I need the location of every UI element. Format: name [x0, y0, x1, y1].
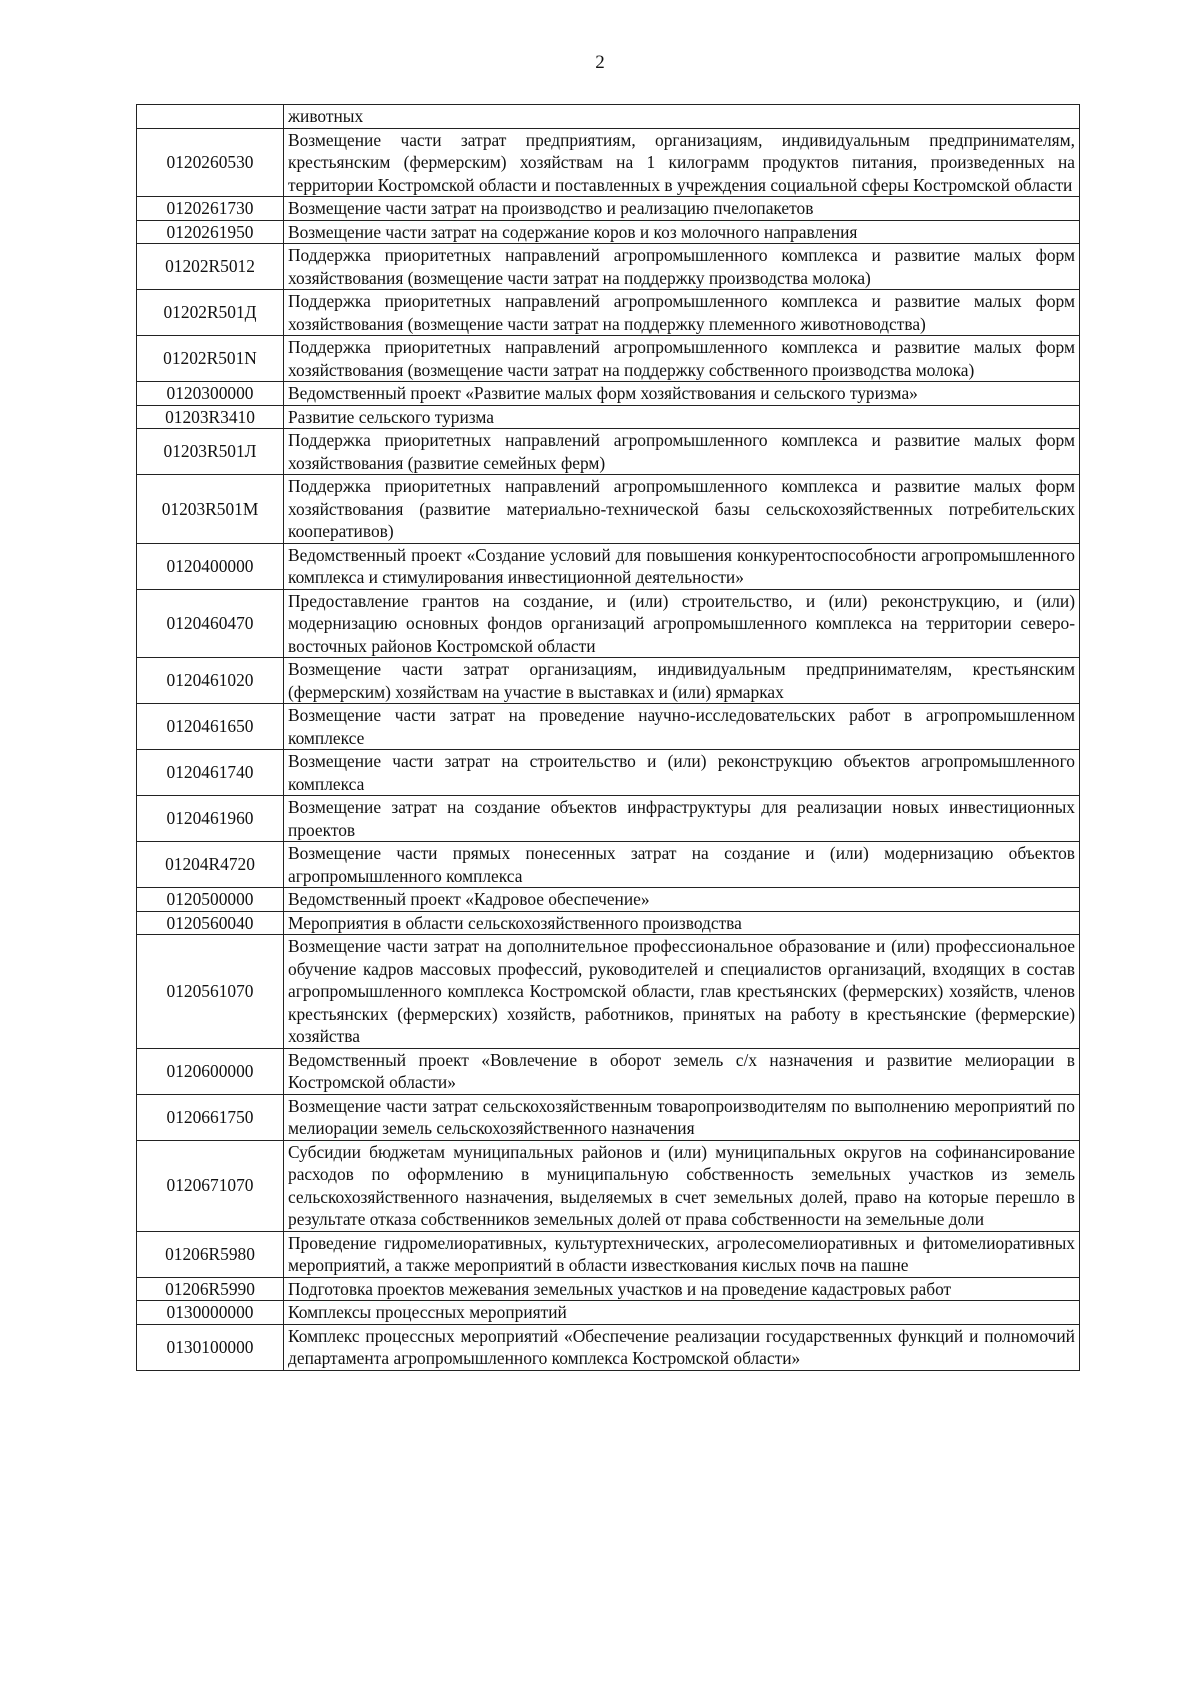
- table-row: [137, 1301, 1080, 1325]
- row-description: Возмещение части затрат на строительство и (или) реконструкцию объектов агропромышленного комплекса: [284, 750, 1080, 796]
- row-description: животных: [284, 105, 1080, 129]
- budget-classification-table: [136, 104, 1080, 1371]
- row-description: Ведомственный проект «Развитие малых форм хозяйствования и сельского туризма»: [284, 382, 1080, 406]
- row-code: 0120461960: [137, 796, 284, 842]
- row-description: Поддержка приоритетных направлений агропромышленного комплекса и развитие малых форм хозяйствования (возмещение части затрат на поддержку собственного производства молока): [284, 336, 1080, 382]
- table-row: [137, 935, 1080, 1049]
- table-row: [137, 842, 1080, 888]
- table-row: [137, 1048, 1080, 1094]
- row-code: 01206R5990: [137, 1277, 284, 1301]
- row-description: Возмещение части затрат на содержание коров и коз молочного направления: [284, 220, 1080, 244]
- row-description: Предоставление грантов на создание, и (или) строительство, и (или) реконструкцию, и (или) модернизацию основных фондов организаций агропромышленного комплекса на территории северо-восточных районов Костромской области: [284, 589, 1080, 658]
- row-code: 0120500000: [137, 888, 284, 912]
- row-code: 0120261730: [137, 197, 284, 221]
- row-code: 0120600000: [137, 1048, 284, 1094]
- table-row: [137, 336, 1080, 382]
- row-code: 0120400000: [137, 543, 284, 589]
- table-row: [137, 382, 1080, 406]
- row-code: 0120461020: [137, 658, 284, 704]
- row-description: Ведомственный проект «Кадровое обеспечение»: [284, 888, 1080, 912]
- row-code: 0120661750: [137, 1094, 284, 1140]
- row-code: 01204R4720: [137, 842, 284, 888]
- row-code: 0130000000: [137, 1301, 284, 1325]
- row-code: 01202R501N: [137, 336, 284, 382]
- table-row: [137, 475, 1080, 544]
- row-code: 0120261950: [137, 220, 284, 244]
- row-description: Ведомственный проект «Вовлечение в оборот земель с/х назначения и развитие мелиорации в Костромской области»: [284, 1048, 1080, 1094]
- row-description: Возмещение части затрат предприятиям, организациям, индивидуальным предпринимателям, крестьянским (фермерским) хозяйствам на 1 килограмм продуктов питания, произведенных на территории Костромской области и поставленных в учреждения социальной сферы Костромской области: [284, 128, 1080, 197]
- table-row: [137, 105, 1080, 129]
- table-row: [137, 750, 1080, 796]
- row-code: 0120461650: [137, 704, 284, 750]
- row-code: 0120260530: [137, 128, 284, 197]
- row-description: Возмещение части затрат организациям, индивидуальным предпринимателям, крестьянским (фермерским) хозяйствам на участие в выставках и (или) ярмарках: [284, 658, 1080, 704]
- row-description: Комплексы процессных мероприятий: [284, 1301, 1080, 1325]
- row-description: Возмещение части затрат на дополнительное профессиональное образование и (или) профессиональное обучение кадров массовых профессий, руководителей и специалистов организаций, входящих в состав агропромышленного комплекса Костромской области, глав крестьянских (фермерских) хозяйств, членов крестьянских (фермерских) хозяйств, работников, принятых на работу в крестьянские (фермерские) хозяйства: [284, 935, 1080, 1049]
- table-row: [137, 220, 1080, 244]
- row-code: 01206R5980: [137, 1231, 284, 1277]
- table-row: [137, 704, 1080, 750]
- row-code: [137, 105, 284, 129]
- table-row: [137, 543, 1080, 589]
- table-row: [137, 244, 1080, 290]
- row-description: Ведомственный проект «Создание условий для повышения конкурентоспособности агропромышленного комплекса и стимулирования инвестиционной деятельности»: [284, 543, 1080, 589]
- row-code: 0120560040: [137, 911, 284, 935]
- table-row: [137, 1140, 1080, 1231]
- table-body: [137, 105, 1080, 1371]
- page-number: 2: [595, 52, 605, 73]
- row-description: Возмещение затрат на создание объектов инфраструктуры для реализации новых инвестиционных проектов: [284, 796, 1080, 842]
- row-description: Развитие сельского туризма: [284, 405, 1080, 429]
- table-row: [137, 1324, 1080, 1370]
- table-row: [137, 658, 1080, 704]
- row-code: 0130100000: [137, 1324, 284, 1370]
- table-row: [137, 1231, 1080, 1277]
- row-code: 0120461740: [137, 750, 284, 796]
- table-row: [137, 589, 1080, 658]
- row-description: Комплекс процессных мероприятий «Обеспечение реализации государственных функций и полномочий департамента агропромышленного комплекса Костромской области»: [284, 1324, 1080, 1370]
- table-row: [137, 888, 1080, 912]
- row-description: Поддержка приоритетных направлений агропромышленного комплекса и развитие малых форм хозяйствования (развитие материально-технической базы сельскохозяйственных потребительских кооперативов): [284, 475, 1080, 544]
- row-description: Мероприятия в области сельскохозяйственного производства: [284, 911, 1080, 935]
- table-row: [137, 128, 1080, 197]
- row-description: Возмещение части прямых понесенных затрат на создание и (или) модернизацию объектов агропромышленного комплекса: [284, 842, 1080, 888]
- row-description: Возмещение части затрат на проведение научно-исследовательских работ в агропромышленном комплексе: [284, 704, 1080, 750]
- table-row: [137, 1277, 1080, 1301]
- row-code: 01202R5012: [137, 244, 284, 290]
- table-row: [137, 1094, 1080, 1140]
- table-row: [137, 911, 1080, 935]
- row-description: Возмещение части затрат на производство и реализацию пчелопакетов: [284, 197, 1080, 221]
- row-code: 01203R501Л: [137, 429, 284, 475]
- row-description: Проведение гидромелиоративных, культуртехнических, агролесомелиоративных и фитомелиоративных мероприятий, а также мероприятий в области известкования кислых почв на пашне: [284, 1231, 1080, 1277]
- row-code: 01202R501Д: [137, 290, 284, 336]
- row-description: Поддержка приоритетных направлений агропромышленного комплекса и развитие малых форм хозяйствования (развитие семейных ферм): [284, 429, 1080, 475]
- row-code: 01203R501M: [137, 475, 284, 544]
- table-row: [137, 429, 1080, 475]
- table-row: [137, 796, 1080, 842]
- row-description: Поддержка приоритетных направлений агропромышленного комплекса и развитие малых форм хозяйствования (возмещение части затрат на поддержку производства молока): [284, 244, 1080, 290]
- row-code: 0120460470: [137, 589, 284, 658]
- table-row: [137, 405, 1080, 429]
- row-code: 0120300000: [137, 382, 284, 406]
- row-description: Подготовка проектов межевания земельных участков и на проведение кадастровых работ: [284, 1277, 1080, 1301]
- row-code: 0120671070: [137, 1140, 284, 1231]
- table-row: [137, 290, 1080, 336]
- row-description: Субсидии бюджетам муниципальных районов и (или) муниципальных округов на софинансирование расходов по оформлению в муниципальную собственность земельных участков из земель сельскохозяйственного назначения, выделяемых в счет земельных долей, право на которые перешло в результате отказа собственников земельных долей от права собственности на земельные доли: [284, 1140, 1080, 1231]
- row-description: Возмещение части затрат сельскохозяйственным товаропроизводителям по выполнению мероприятий по мелиорации земель сельскохозяйственного назначения: [284, 1094, 1080, 1140]
- row-description: Поддержка приоритетных направлений агропромышленного комплекса и развитие малых форм хозяйствования (возмещение части затрат на поддержку племенного животноводства): [284, 290, 1080, 336]
- table-row: [137, 197, 1080, 221]
- row-code: 01203R3410: [137, 405, 284, 429]
- row-code: 0120561070: [137, 935, 284, 1049]
